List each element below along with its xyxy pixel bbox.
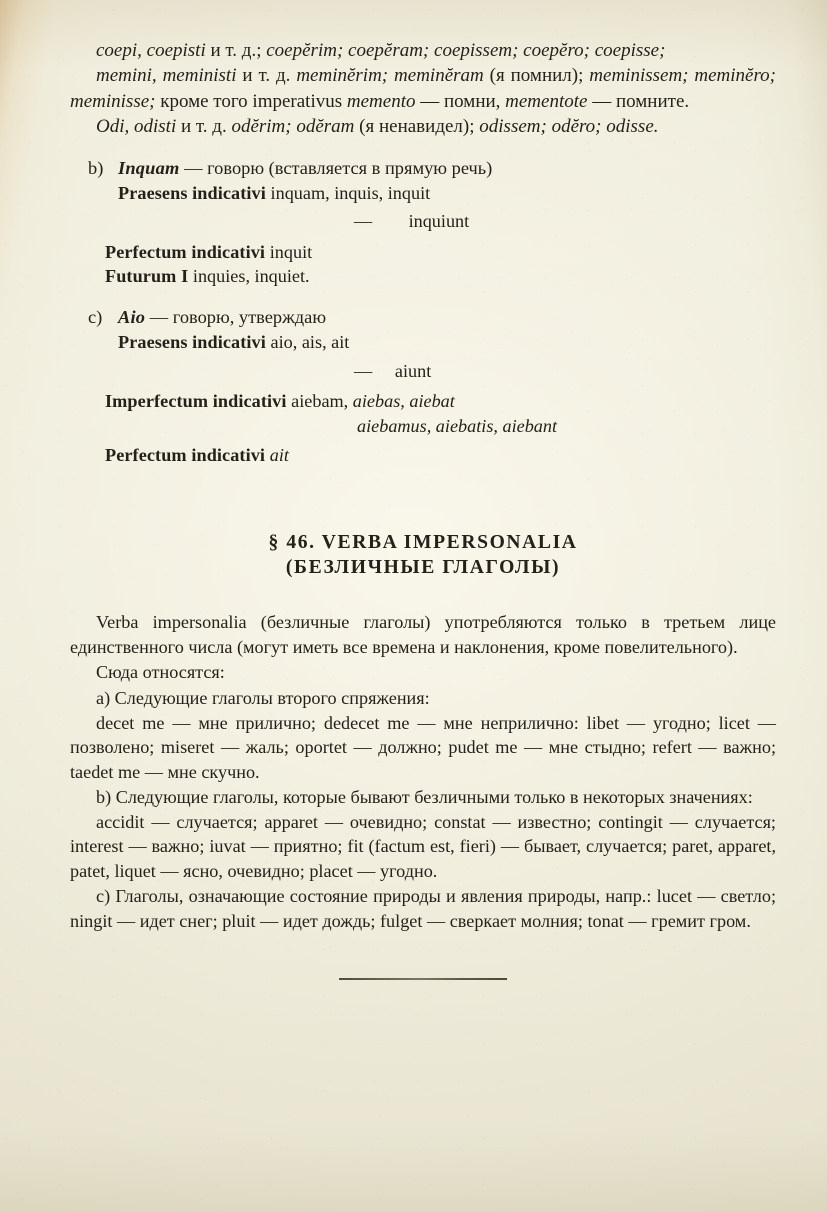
lemma-inquam: Inquam [118, 157, 180, 178]
memini-imperative-note: кроме того imperativus [160, 90, 347, 112]
horizontal-rule [339, 978, 507, 980]
coepi-forms-1: coepi, coepisti [96, 40, 211, 61]
value-aiunt: — aiunt [354, 360, 432, 381]
value-praesens-inquam: inquam, inquis, inquit [270, 182, 431, 203]
aio-perfectum-line [70, 443, 776, 468]
value-imperfectum-aiebas-aiebat: aiebas, aiebat [352, 391, 455, 412]
memento-form: memento [346, 90, 416, 112]
section-intro-paragraph: Verba impersonalia (безличные глаголы) употребляются только в третьем лице единственного числа (могут иметь все времена и наклонения, кроме повелительного). [70, 611, 776, 658]
label-imperfectum-indicativi: Imperfectum indicativi [105, 391, 292, 412]
paragraph-odi [70, 114, 776, 139]
memini-forms-1: memini, meministi [96, 65, 243, 87]
footer-divider-wrap [70, 978, 776, 980]
odi-gloss: (я ненавидел); [359, 116, 480, 138]
value-aiebamus-aiebatis-aiebant: aiebamus, aiebatis, aiebant [357, 415, 558, 436]
mementote-gloss: — помните. [587, 90, 690, 112]
inquam-plural-line [70, 209, 776, 234]
section-heading-line-2: (БЕЗЛИЧНЫЕ ГЛАГОЛЫ) [285, 556, 561, 578]
memento-gloss: — помни, [415, 90, 506, 112]
inquam-futurum-line [70, 264, 776, 289]
aio-praesens-line [70, 330, 776, 355]
item-a-body: decet me — мне прилично; dedecet me — мне неприлично: libet — угодно; licet — позволено; miseret — жаль; oportet — должно; pudet me — мне стыдно; refert — важно; taedet me — мне скучно. [70, 712, 776, 782]
value-futurum-inquies: inquies, inquiet. [192, 266, 310, 287]
odi-forms-2: odĕrim; odĕram [231, 116, 360, 138]
value-inquiunt: — inquiunt [354, 211, 470, 232]
section-heading [70, 530, 776, 580]
mementote-form: mementote [505, 90, 588, 112]
label-praesens-indicativi-aio: Praesens indicativi [118, 332, 271, 352]
entry-inquam [70, 156, 776, 289]
item-a-heading: a) Следующие глаголы второго спряжения: [96, 687, 430, 708]
memini-forms-3: meminissem; meminĕro; meminisse; [70, 65, 777, 112]
odi-forms-1: Odi, odisti [96, 116, 181, 138]
inquam-praesens-line [70, 181, 776, 206]
value-imperfectum-aiebam: aiebam, [291, 391, 353, 412]
odi-connector: и т. д. [180, 116, 232, 138]
entry-aio [70, 305, 776, 468]
paragraph-coepi [70, 38, 776, 63]
lemma-aio: Aio [118, 307, 146, 327]
aio-imperfectum-plural-line [70, 414, 776, 439]
entry-aio-heading [70, 305, 776, 330]
item-b-heading: b) Следующие глаголы, которые бывают безличными только в некоторых значениях: [96, 786, 753, 807]
section-heading-line-1: § 46. VERBA IMPERSONALIA [268, 531, 578, 553]
item-c-heading-and-body [70, 884, 776, 934]
entry-marker-b: b) [88, 157, 104, 178]
gloss-inquam: — говорю (вставляется в прямую речь) [179, 157, 493, 178]
memini-connector-1: и т. д. [242, 65, 297, 87]
entry-marker-c: c) [88, 307, 103, 327]
value-praesens-aio: aio, ais, ait [270, 332, 350, 352]
coepi-forms-2: coepĕrim; coepĕram; coepissem; coepĕro; coepisse; [266, 40, 666, 61]
value-perfectum-inquit: inquit [269, 241, 313, 262]
aio-imperfectum-line [70, 389, 776, 414]
value-perfectum-ait: ait [269, 445, 289, 466]
label-perfectum-indicativi: Perfectum indicativi [105, 241, 270, 262]
paragraph-memini [70, 63, 776, 114]
label-futurum-i: Futurum I [105, 266, 193, 287]
item-b-body: accidit — случается; apparet — очевидно; constat — известно; contingit — случается; interest — важно; iuvat — приятно; fit (factum est, fieri) — бывает, случается; paret, apparet, patet, liquet — ясно, очевидно; placet — угодно. [70, 811, 776, 881]
section-lead-in: Сюда относятся: [96, 662, 225, 683]
section-body [70, 610, 776, 934]
memini-forms-2: meminĕrim; meminĕram [296, 65, 490, 87]
label-perfectum-indicativi-aio: Perfectum indicativi [105, 445, 270, 466]
coepi-connector: и т. д.; [210, 40, 267, 61]
label-praesens-indicativi: Praesens indicativi [118, 182, 271, 203]
aio-plural-line [70, 359, 776, 384]
gloss-aio: — говорю, утверждаю [145, 307, 327, 327]
page-content [70, 38, 776, 980]
perfect-only-verbs-block [70, 38, 776, 140]
memini-gloss-1: (я помнил); [489, 65, 590, 87]
item-c-heading: c) Глаголы, означающие состояние природы и явления природы, напр.: [96, 885, 652, 906]
inquam-perfectum-line [70, 240, 776, 265]
item-c-body: lucet — светло; ningit — идет снег; pluit — идет дождь; fulget — сверкает молния; tonat — гремит гром. [70, 885, 777, 931]
odi-forms-3: odissem; odĕro; odisse. [479, 116, 659, 138]
entry-inquam-heading [70, 156, 776, 181]
